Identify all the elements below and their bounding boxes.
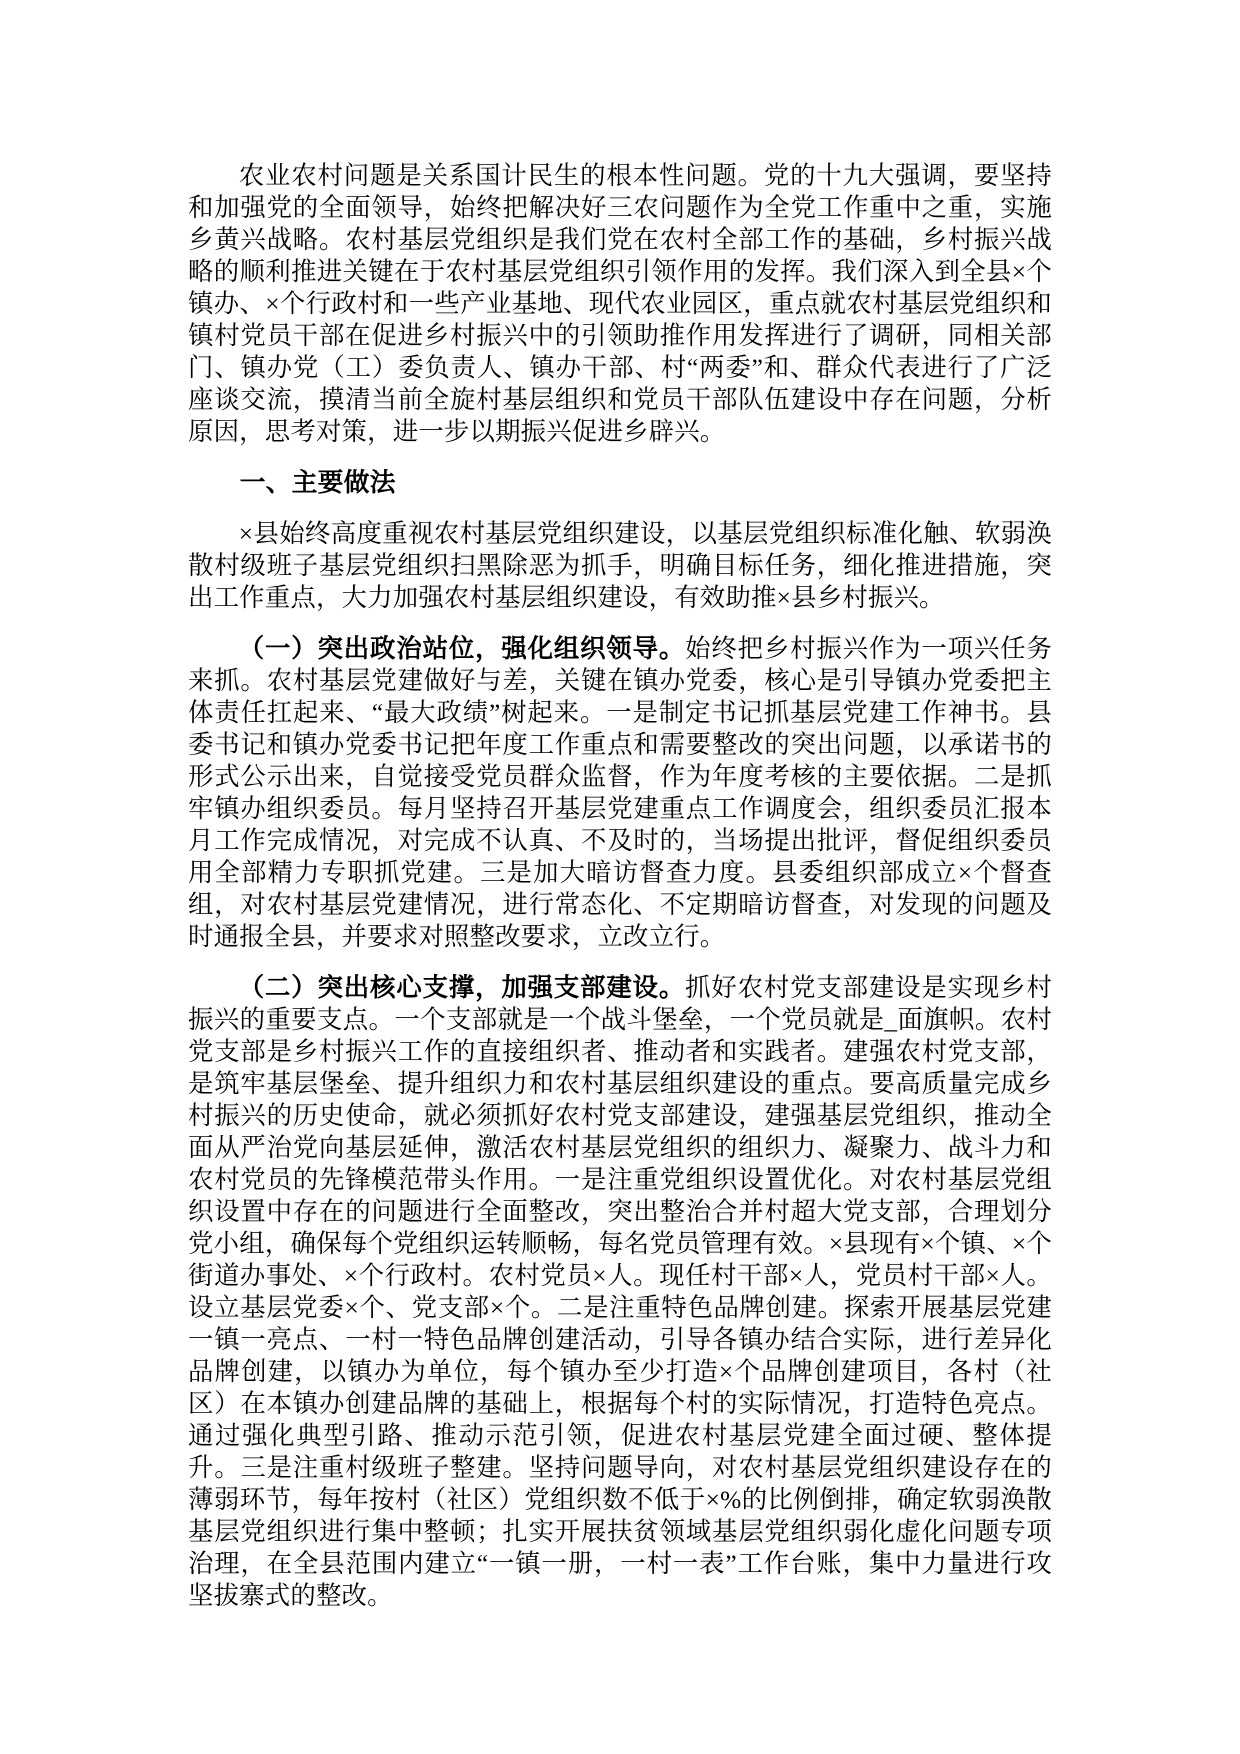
item2-paragraph	[188, 972, 1052, 1612]
item1-paragraph	[188, 633, 1052, 953]
intro-paragraph: 农业农村问题是关系国计民生的根本性问题。党的十九大强调，要坚持和加强党的全面领导，始终把解决好三农问题作为全党工作重中之重，实施乡黄兴战略。农村基层党组织是我们党在农村全部工作的基础，乡村振兴战略的顺利推进关键在于农村基层党组织引领作用的发挥。我们深入到全县×个镇办、×个行政村和一些产业基地、现代农业园区，重点就农村基层党组织和镇村党员干部在促进乡村振兴中的引领助推作用发挥进行了调研，同相关部门、镇办党（工）委负责人、镇办干部、村“两委”和、群众代表进行了广泛座谈交流，摸清当前全旋村基层组织和党员干部队伍建设中存在问题，分析原因，思考对策，进一步以期振兴促进乡辟兴。	[188, 162, 1052, 446]
section-intro-paragraph: ×县始终高度重视农村基层党组织建设，以基层党组织标准化触、软弱涣散村级班子基层党组织扫黑除恶为抓手，明确目标任务，细化推进措施，突出工作重点，大力加强农村基层组织建设，有效助推×县乡村振兴。	[188, 520, 1052, 612]
item1-lead-bold: （一）突出政治站位，强化组织领导。	[238, 635, 686, 663]
section-heading-main-practices: 一、主要做法	[239, 468, 396, 497]
document-content	[188, 160, 1052, 1631]
item2-body-text: 抓好农村党支部建设是实现乡村振兴的重要支点。一个支部就是一个战斗堡垒，一个党员就是_面旗帜。农村党支部是乡村振兴工作的直接组织者、推动者和实践者。建强农村党支部，是筑牢基层堡垒、提升组织力和农村基层组织建设的重点。要高质量完成乡村振兴的历史使命，就必须抓好农村党支部建设，建强基层党组织，推动全面从严治党向基层延伸，激活农村基层党组织的组织力、凝聚力、战斗力和农村党员的先锋模范带头作用。一是注重党组织设置优化。对农村基层党组织设置中存在的问题进行全面整改，突出整治合并村超大党支部，合理划分党小组，确保每个党组织运转顺畅，每名党员管理有效。×县现有×个镇、×个街道办事处、×个行政村。农村党员×人。现任村干部×人，党员村干部×人。设立基层党委×个、党支部×个。二是注重特色品牌创建。探索开展基层党建一镇一亮点、一村一特色品牌创建活动，引导各镇办结合实际，进行差异化品牌创建，以镇办为单位，每个镇办至少打造×个品牌创建项目，各村（社区）在本镇办创建品牌的基础上，根据每个村的实际情况，打造特色亮点。通过强化典型引路、推动示范引领，促进农村基层党建全面过硬、整体提升。三是注重村级班子整建。坚持问题导向，对农村基层党组织建设存在的薄弱环节，每年按村（社区）党组织数不低于×%的比例倒排，确定软弱涣散基层党组织进行集中整顿；扎实开展扶贫领域基层党组织弱化虚化问题专项治理，在全县范围内建立“一镇一册，一村一表”工作台账，集中力量进行攻坚拔寨式的整改。	[188, 974, 1052, 1610]
item1-body-text: 始终把乡村振兴作为一项兴任务来抓。农村基层党建做好与差，关键在镇办党委，核心是引导镇办党委把主体责任扛起来、“最大政绩”树起来。一是制定书记抓基层党建工作神书。县委书记和镇办党委书记把年度工作重点和需要整改的突出问题，以承诺书的形式公示出来，自觉接受党员群众监督，作为年度考核的主要依据。二是抓牢镇办组织委员。每月坚持召开基层党建重点工作调度会，组织委员汇报本月工作完成情况，对完成不认真、不及时的，当场提出批评，督促组织委员用全部精力专职抓党建。三是加大暗访督查力度。县委组织部成立×个督查组，对农村基层党建情况，进行常态化、不定期暗访督查，对发现的问题及时通报全县，并要求对照整改要求，立改立行。	[188, 635, 1052, 951]
item2-lead-bold: （二）突出核心支撑，加强支部建设。	[238, 974, 686, 1002]
